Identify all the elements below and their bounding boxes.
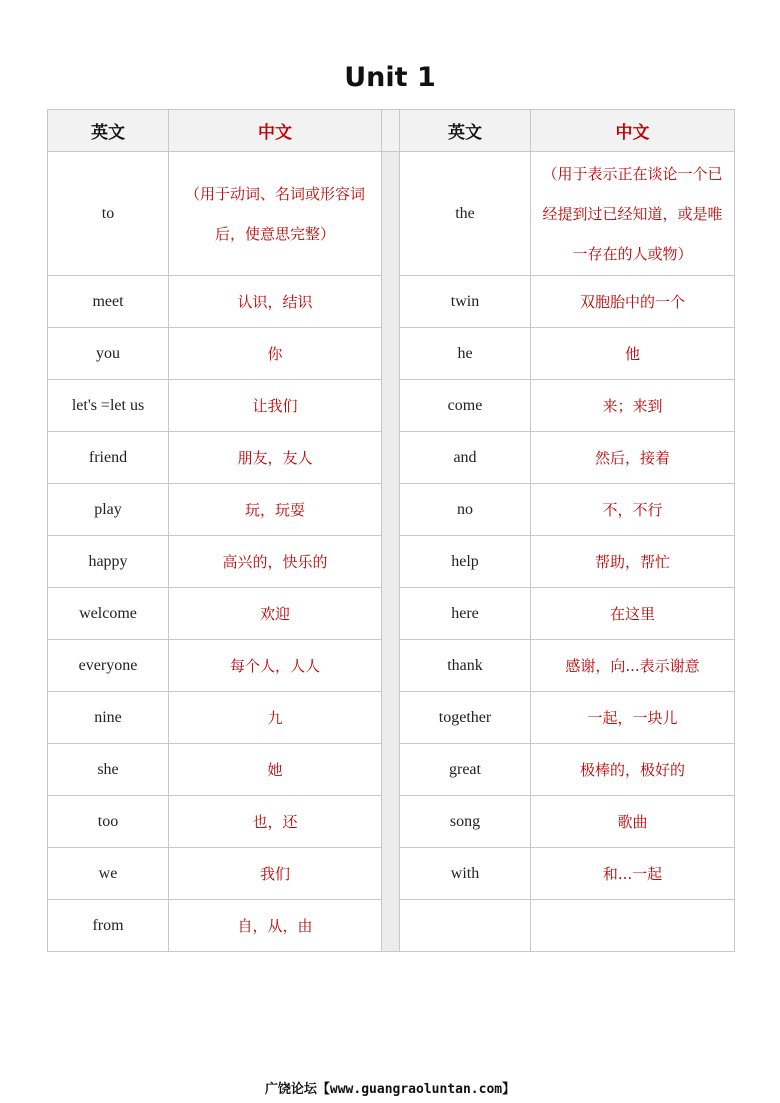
- right-chinese-cell: 歌曲: [531, 796, 735, 848]
- left-chinese-cell: 你: [169, 328, 382, 380]
- left-chinese-cell: 也，还: [169, 796, 382, 848]
- left-chinese-cell: 欢迎: [169, 588, 382, 640]
- page-title: Unit 1: [344, 62, 436, 93]
- right-chinese-header: 中文: [531, 110, 735, 152]
- left-english-cell: play: [48, 484, 169, 536]
- right-chinese-cell: 不，不行: [531, 484, 735, 536]
- right-chinese-cell: 来；来到: [531, 380, 735, 432]
- left-english-cell: nine: [48, 692, 169, 744]
- left-chinese-cell: 认识，结识: [169, 276, 382, 328]
- right-english-cell: the: [400, 152, 531, 276]
- right-chinese-cell: 感谢，向...表示谢意: [531, 640, 735, 692]
- right-english-cell: song: [400, 796, 531, 848]
- right-english-cell: great: [400, 744, 531, 796]
- right-chinese-cell: 双胞胎中的一个: [531, 276, 735, 328]
- right-english-cell: and: [400, 432, 531, 484]
- right-english-cell: together: [400, 692, 531, 744]
- column-separator: [382, 110, 400, 152]
- right-chinese-cell: 然后，接着: [531, 432, 735, 484]
- right-chinese-cell: [531, 900, 735, 952]
- left-english-cell: friend: [48, 432, 169, 484]
- right-english-cell: no: [400, 484, 531, 536]
- right-english-cell: thank: [400, 640, 531, 692]
- right-chinese-cell: 他: [531, 328, 735, 380]
- right-english-cell: help: [400, 536, 531, 588]
- right-chinese-cell: 一起，一块儿: [531, 692, 735, 744]
- right-chinese-cell: 极棒的，极好的: [531, 744, 735, 796]
- table-header-row: [48, 110, 735, 152]
- table-row: [48, 152, 735, 276]
- left-chinese-cell: 朋友，友人: [169, 432, 382, 484]
- right-chinese-cell: 和...一起: [531, 848, 735, 900]
- right-english-cell: with: [400, 848, 531, 900]
- left-chinese-cell: 高兴的，快乐的: [169, 536, 382, 588]
- left-english-cell: we: [48, 848, 169, 900]
- left-english-cell: from: [48, 900, 169, 952]
- left-chinese-cell: 自，从，由: [169, 900, 382, 952]
- right-english-cell: come: [400, 380, 531, 432]
- left-chinese-cell: 让我们: [169, 380, 382, 432]
- left-english-cell: welcome: [48, 588, 169, 640]
- left-english-cell: everyone: [48, 640, 169, 692]
- column-separator: [382, 152, 400, 952]
- left-chinese-header: 中文: [169, 110, 382, 152]
- left-english-header: 英文: [48, 110, 169, 152]
- left-chinese-cell: 每个人，人人: [169, 640, 382, 692]
- right-english-header: 英文: [400, 110, 531, 152]
- left-english-cell: to: [48, 152, 169, 276]
- left-chinese-cell: （用于动词、名词或形容词后，使意思完整）: [169, 152, 382, 276]
- right-chinese-cell: （用于表示正在谈论一个已经提到过已经知道，或是唯一存在的人或物）: [531, 152, 735, 276]
- left-english-cell: too: [48, 796, 169, 848]
- left-chinese-cell: 玩，玩耍: [169, 484, 382, 536]
- left-chinese-cell: 九: [169, 692, 382, 744]
- left-english-cell: she: [48, 744, 169, 796]
- right-english-cell: [400, 900, 531, 952]
- right-english-cell: twin: [400, 276, 531, 328]
- left-english-cell: let's =let us: [48, 380, 169, 432]
- right-chinese-cell: 在这里: [531, 588, 735, 640]
- right-chinese-cell: 帮助，帮忙: [531, 536, 735, 588]
- left-english-cell: happy: [48, 536, 169, 588]
- right-english-cell: he: [400, 328, 531, 380]
- left-chinese-cell: 她: [169, 744, 382, 796]
- right-english-cell: here: [400, 588, 531, 640]
- vocabulary-table: [47, 109, 735, 952]
- left-english-cell: meet: [48, 276, 169, 328]
- left-chinese-cell: 我们: [169, 848, 382, 900]
- footer-source: 广饶论坛【www.guangraoluntan.com】: [264, 1082, 516, 1097]
- left-english-cell: you: [48, 328, 169, 380]
